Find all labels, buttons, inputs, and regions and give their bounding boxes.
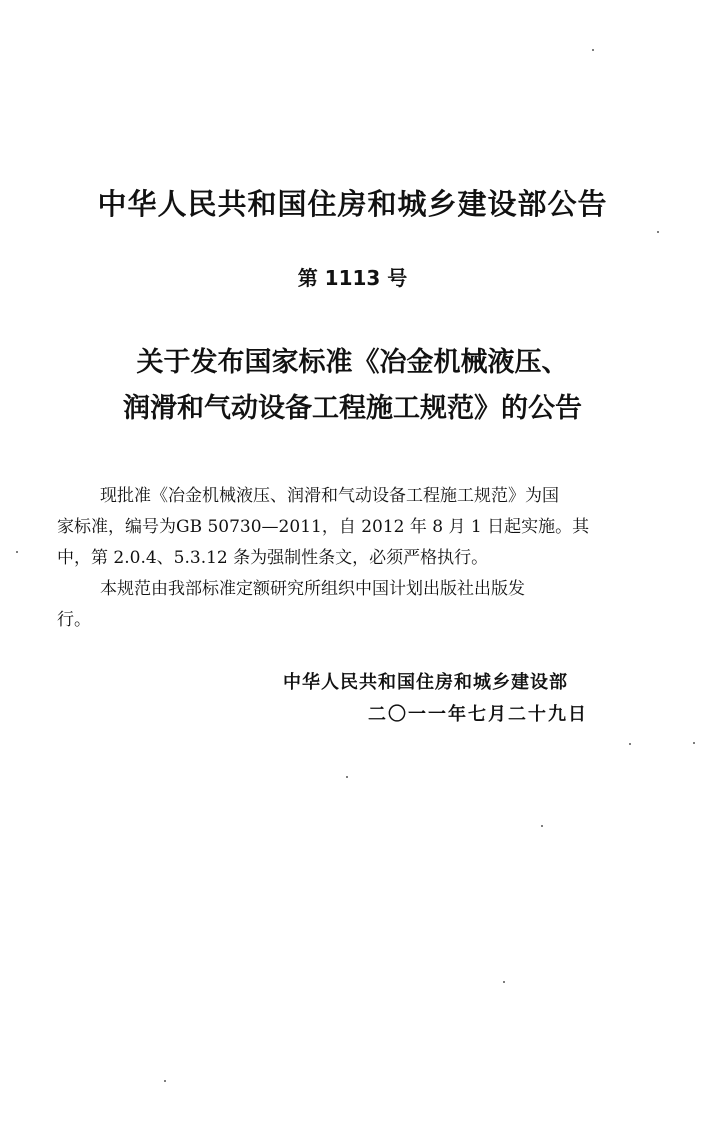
scan-speck xyxy=(657,231,659,233)
announcement-number: 第 1113 号 xyxy=(297,266,408,290)
issue-date: 二〇一一年七月二十九日 xyxy=(368,704,588,725)
notice-title-line-1: 关于发布国家标准《冶金机械液压、 xyxy=(136,347,569,378)
scan-speck xyxy=(16,551,18,553)
scan-speck xyxy=(503,981,505,983)
paragraph-1-line-2: 家标准，编号为GB 50730—2011，自 2012 年 8 月 1 日起实施。其 xyxy=(57,517,590,537)
scan-speck xyxy=(541,825,543,827)
scan-speck xyxy=(346,776,348,778)
paragraph-1-line-1: 现批准《冶金机械液压、润滑和气动设备工程施工规范》为国 xyxy=(100,486,559,506)
notice-title-line-2: 润滑和气动设备工程施工规范》的公告 xyxy=(123,393,582,424)
paragraph-2-line-2: 行。 xyxy=(57,610,91,630)
main-title: 中华人民共和国住房和城乡建设部公告 xyxy=(97,187,608,221)
scan-speck xyxy=(164,1080,166,1082)
scan-speck xyxy=(693,742,695,744)
scan-speck xyxy=(629,743,631,745)
paragraph-1-line-3: 中，第 2.0.4、5.3.12 条为强制性条文，必须严格执行。 xyxy=(57,548,489,568)
paragraph-2-line-1: 本规范由我部标准定额研究所组织中国计划出版社出版发 xyxy=(100,579,525,599)
scan-speck xyxy=(592,49,594,51)
issuer-signature: 中华人民共和国住房和城乡建设部 xyxy=(283,672,568,693)
